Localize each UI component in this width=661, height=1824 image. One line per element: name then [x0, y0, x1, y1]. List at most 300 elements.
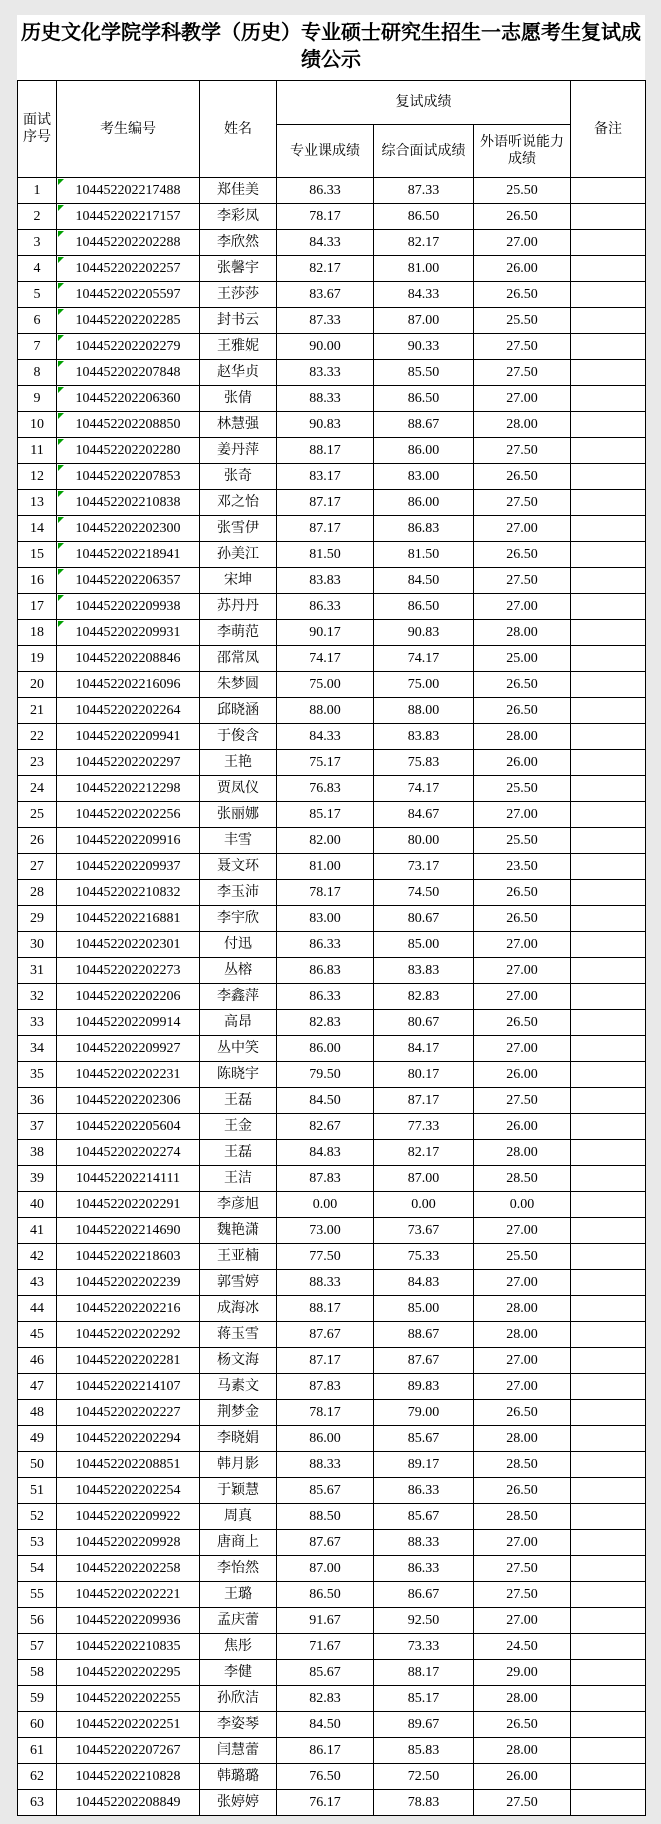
text-format-flag-icon: [58, 231, 64, 237]
interview-score-cell: 90.83: [374, 620, 474, 646]
interview-no-cell: 55: [18, 1582, 57, 1608]
candidate-no-cell: 104452202210828: [57, 1764, 200, 1790]
header-comprehensive-interview-score: 综合面试成绩: [374, 125, 474, 178]
table-row: [18, 1426, 646, 1452]
name-cell: 王金: [200, 1114, 277, 1140]
interview-no-cell: 46: [18, 1348, 57, 1374]
name-cell: 宋坤: [200, 568, 277, 594]
remarks-cell: [571, 1452, 646, 1478]
remarks-cell: [571, 360, 646, 386]
interview-score-cell: 78.83: [374, 1790, 474, 1816]
candidate-no-cell: 104452202216096: [57, 672, 200, 698]
interview-no-cell: 43: [18, 1270, 57, 1296]
prof-score-cell: 82.17: [277, 256, 374, 282]
name-cell: 周真: [200, 1504, 277, 1530]
table-row: [18, 958, 646, 984]
table-row: [18, 1660, 646, 1686]
candidate-no-cell: 104452202208851: [57, 1452, 200, 1478]
remarks-cell: [571, 1296, 646, 1322]
candidate-no-cell: 104452202202294: [57, 1426, 200, 1452]
foreign-score-cell: 27.50: [474, 1790, 571, 1816]
foreign-score-cell: 26.50: [474, 906, 571, 932]
name-cell: 李宇欣: [200, 906, 277, 932]
prof-score-cell: 77.50: [277, 1244, 374, 1270]
prof-score-cell: 86.00: [277, 1426, 374, 1452]
remarks-cell: [571, 516, 646, 542]
prof-score-cell: 90.83: [277, 412, 374, 438]
foreign-score-cell: 28.50: [474, 1166, 571, 1192]
candidate-no-cell: 104452202202273: [57, 958, 200, 984]
remarks-cell: [571, 724, 646, 750]
interview-no-cell: 16: [18, 568, 57, 594]
prof-score-cell: 88.50: [277, 1504, 374, 1530]
name-cell: 丰雪: [200, 828, 277, 854]
interview-no-cell: 24: [18, 776, 57, 802]
table-row: [18, 802, 646, 828]
remarks-cell: [571, 464, 646, 490]
candidate-no-cell: 104452202202264: [57, 698, 200, 724]
remarks-cell: [571, 1010, 646, 1036]
candidate-no-cell: 104452202202255: [57, 1686, 200, 1712]
remarks-cell: [571, 1790, 646, 1816]
foreign-score-cell: 27.00: [474, 932, 571, 958]
foreign-score-cell: 27.00: [474, 984, 571, 1010]
prof-score-cell: 85.67: [277, 1660, 374, 1686]
candidate-no-cell: 104452202218941: [57, 542, 200, 568]
name-cell: 郑佳美: [200, 178, 277, 204]
prof-score-cell: 71.67: [277, 1634, 374, 1660]
foreign-score-cell: 26.00: [474, 750, 571, 776]
interview-score-cell: 86.00: [374, 438, 474, 464]
table-row: [18, 282, 646, 308]
candidate-no-cell: 104452202202221: [57, 1582, 200, 1608]
table-row: [18, 490, 646, 516]
interview-no-cell: 7: [18, 334, 57, 360]
name-cell: 贾凤仪: [200, 776, 277, 802]
candidate-no-cell: 104452202218603: [57, 1244, 200, 1270]
name-cell: 王磊: [200, 1088, 277, 1114]
remarks-cell: [571, 1400, 646, 1426]
table-row: [18, 1192, 646, 1218]
candidate-no-cell: 104452202206360: [57, 386, 200, 412]
remarks-cell: [571, 1504, 646, 1530]
interview-score-cell: 88.67: [374, 1322, 474, 1348]
interview-no-cell: 22: [18, 724, 57, 750]
name-cell: 于颖慧: [200, 1478, 277, 1504]
prof-score-cell: 85.17: [277, 802, 374, 828]
interview-no-cell: 27: [18, 854, 57, 880]
foreign-score-cell: 27.50: [474, 1088, 571, 1114]
prof-score-cell: 86.00: [277, 1036, 374, 1062]
name-cell: 朱梦圆: [200, 672, 277, 698]
interview-score-cell: 74.17: [374, 646, 474, 672]
name-cell: 邓之怡: [200, 490, 277, 516]
interview-no-cell: 35: [18, 1062, 57, 1088]
foreign-score-cell: 26.50: [474, 282, 571, 308]
foreign-score-cell: 27.50: [474, 1556, 571, 1582]
interview-score-cell: 86.00: [374, 490, 474, 516]
interview-score-cell: 88.33: [374, 1530, 474, 1556]
table-row: [18, 776, 646, 802]
candidate-no-cell: 104452202202257: [57, 256, 200, 282]
remarks-cell: [571, 334, 646, 360]
table-row: [18, 516, 646, 542]
table-row: [18, 1140, 646, 1166]
interview-no-cell: 56: [18, 1608, 57, 1634]
interview-no-cell: 11: [18, 438, 57, 464]
remarks-cell: [571, 1244, 646, 1270]
prof-score-cell: 84.33: [277, 724, 374, 750]
table-row: [18, 1452, 646, 1478]
prof-score-cell: 87.17: [277, 1348, 374, 1374]
interview-score-cell: 80.67: [374, 906, 474, 932]
table-row: [18, 750, 646, 776]
name-cell: 张馨宇: [200, 256, 277, 282]
remarks-cell: [571, 178, 646, 204]
interview-score-cell: 80.00: [374, 828, 474, 854]
foreign-score-cell: 26.50: [474, 1712, 571, 1738]
foreign-score-cell: 25.50: [474, 178, 571, 204]
prof-score-cell: 88.17: [277, 1296, 374, 1322]
table-row: [18, 1634, 646, 1660]
table-row: [18, 256, 646, 282]
interview-no-cell: 15: [18, 542, 57, 568]
table-row: [18, 1062, 646, 1088]
table-row: [18, 1686, 646, 1712]
interview-score-cell: 75.00: [374, 672, 474, 698]
name-cell: 陈晓宇: [200, 1062, 277, 1088]
foreign-score-cell: 27.00: [474, 1218, 571, 1244]
interview-score-cell: 85.67: [374, 1504, 474, 1530]
interview-no-cell: 59: [18, 1686, 57, 1712]
candidate-no-cell: 104452202209941: [57, 724, 200, 750]
interview-score-cell: 84.50: [374, 568, 474, 594]
prof-score-cell: 87.17: [277, 516, 374, 542]
interview-no-cell: 9: [18, 386, 57, 412]
interview-no-cell: 19: [18, 646, 57, 672]
interview-score-cell: 88.17: [374, 1660, 474, 1686]
prof-score-cell: 83.17: [277, 464, 374, 490]
text-format-flag-icon: [58, 283, 64, 289]
candidate-no-cell: 104452202202231: [57, 1062, 200, 1088]
foreign-score-cell: 26.50: [474, 880, 571, 906]
prof-score-cell: 76.17: [277, 1790, 374, 1816]
remarks-cell: [571, 1166, 646, 1192]
name-cell: 李鑫萍: [200, 984, 277, 1010]
prof-score-cell: 87.67: [277, 1530, 374, 1556]
table-row: [18, 1010, 646, 1036]
foreign-score-cell: 28.00: [474, 724, 571, 750]
text-format-flag-icon: [58, 387, 64, 393]
interview-no-cell: 40: [18, 1192, 57, 1218]
prof-score-cell: 79.50: [277, 1062, 374, 1088]
interview-no-cell: 33: [18, 1010, 57, 1036]
table-row: [18, 932, 646, 958]
remarks-cell: [571, 984, 646, 1010]
candidate-no-cell: 104452202202258: [57, 1556, 200, 1582]
interview-score-cell: 74.50: [374, 880, 474, 906]
candidate-no-cell: 104452202212298: [57, 776, 200, 802]
prof-score-cell: 83.33: [277, 360, 374, 386]
prof-score-cell: 87.33: [277, 308, 374, 334]
prof-score-cell: 88.17: [277, 438, 374, 464]
name-cell: 荆梦金: [200, 1400, 277, 1426]
text-format-flag-icon: [58, 179, 64, 185]
interview-score-cell: 92.50: [374, 1608, 474, 1634]
foreign-score-cell: 26.50: [474, 542, 571, 568]
candidate-no-cell: 104452202202280: [57, 438, 200, 464]
interview-no-cell: 17: [18, 594, 57, 620]
interview-score-cell: 85.00: [374, 932, 474, 958]
remarks-cell: [571, 1088, 646, 1114]
candidate-no-cell: 104452202210838: [57, 490, 200, 516]
table-row: [18, 672, 646, 698]
foreign-score-cell: 27.50: [474, 568, 571, 594]
foreign-score-cell: 0.00: [474, 1192, 571, 1218]
header-name: 姓名: [200, 81, 277, 178]
foreign-score-cell: 26.50: [474, 698, 571, 724]
table-row: [18, 1270, 646, 1296]
candidate-no-cell: 104452202209938: [57, 594, 200, 620]
prof-score-cell: 84.50: [277, 1088, 374, 1114]
candidate-no-cell: 104452202209922: [57, 1504, 200, 1530]
remarks-cell: [571, 802, 646, 828]
remarks-cell: [571, 1556, 646, 1582]
interview-no-cell: 37: [18, 1114, 57, 1140]
interview-score-cell: 84.33: [374, 282, 474, 308]
name-cell: 林慧强: [200, 412, 277, 438]
name-cell: 闫慧蕾: [200, 1738, 277, 1764]
interview-score-cell: 77.33: [374, 1114, 474, 1140]
remarks-cell: [571, 1764, 646, 1790]
table-row: [18, 386, 646, 412]
remarks-cell: [571, 230, 646, 256]
prof-score-cell: 90.00: [277, 334, 374, 360]
candidate-no-cell: 104452202217157: [57, 204, 200, 230]
table-row: [18, 906, 646, 932]
header-candidate-no: 考生编号: [57, 81, 200, 178]
candidate-no-cell: 104452202209916: [57, 828, 200, 854]
interview-no-cell: 44: [18, 1296, 57, 1322]
interview-score-cell: 86.33: [374, 1556, 474, 1582]
name-cell: 李彦旭: [200, 1192, 277, 1218]
name-cell: 李姿琴: [200, 1712, 277, 1738]
interview-no-cell: 25: [18, 802, 57, 828]
interview-score-cell: 85.00: [374, 1296, 474, 1322]
interview-no-cell: 21: [18, 698, 57, 724]
interview-score-cell: 90.33: [374, 334, 474, 360]
remarks-cell: [571, 1114, 646, 1140]
table-row: [18, 1608, 646, 1634]
name-cell: 李彩凤: [200, 204, 277, 230]
name-cell: 付迅: [200, 932, 277, 958]
foreign-score-cell: 28.00: [474, 620, 571, 646]
foreign-score-cell: 25.00: [474, 646, 571, 672]
table-row: [18, 308, 646, 334]
remarks-cell: [571, 1322, 646, 1348]
name-cell: 孙欣洁: [200, 1686, 277, 1712]
table-row: [18, 178, 646, 204]
name-cell: 姜丹萍: [200, 438, 277, 464]
announcement-document: [17, 15, 645, 1816]
foreign-score-cell: 26.50: [474, 464, 571, 490]
name-cell: 魏艳潇: [200, 1218, 277, 1244]
remarks-cell: [571, 880, 646, 906]
remarks-cell: [571, 1660, 646, 1686]
prof-score-cell: 86.33: [277, 984, 374, 1010]
header-interview-no: 面试序号: [18, 81, 57, 178]
foreign-score-cell: 25.50: [474, 308, 571, 334]
candidate-no-cell: 104452202207267: [57, 1738, 200, 1764]
prof-score-cell: 76.50: [277, 1764, 374, 1790]
name-cell: 李玉沛: [200, 880, 277, 906]
interview-no-cell: 45: [18, 1322, 57, 1348]
prof-score-cell: 82.83: [277, 1010, 374, 1036]
name-cell: 李怡然: [200, 1556, 277, 1582]
interview-no-cell: 2: [18, 204, 57, 230]
interview-no-cell: 20: [18, 672, 57, 698]
table-row: [18, 1738, 646, 1764]
interview-score-cell: 73.33: [374, 1634, 474, 1660]
interview-score-cell: 83.00: [374, 464, 474, 490]
table-row: [18, 1088, 646, 1114]
table-row: [18, 620, 646, 646]
name-cell: 王亚楠: [200, 1244, 277, 1270]
interview-no-cell: 30: [18, 932, 57, 958]
table-row: [18, 1036, 646, 1062]
interview-score-cell: 84.83: [374, 1270, 474, 1296]
interview-no-cell: 50: [18, 1452, 57, 1478]
table-row: [18, 1296, 646, 1322]
foreign-score-cell: 26.50: [474, 1478, 571, 1504]
interview-score-cell: 85.83: [374, 1738, 474, 1764]
interview-score-cell: 82.17: [374, 230, 474, 256]
foreign-score-cell: 27.00: [474, 594, 571, 620]
remarks-cell: [571, 1036, 646, 1062]
table-row: [18, 568, 646, 594]
foreign-score-cell: 26.00: [474, 1764, 571, 1790]
remarks-cell: [571, 568, 646, 594]
text-format-flag-icon: [58, 517, 64, 523]
name-cell: 李萌范: [200, 620, 277, 646]
prof-score-cell: 75.17: [277, 750, 374, 776]
interview-no-cell: 36: [18, 1088, 57, 1114]
name-cell: 张倩: [200, 386, 277, 412]
interview-no-cell: 12: [18, 464, 57, 490]
candidate-no-cell: 104452202202274: [57, 1140, 200, 1166]
candidate-no-cell: 104452202206357: [57, 568, 200, 594]
prof-score-cell: 83.00: [277, 906, 374, 932]
foreign-score-cell: 25.50: [474, 1244, 571, 1270]
candidate-no-cell: 104452202209937: [57, 854, 200, 880]
table-row: [18, 1166, 646, 1192]
prof-score-cell: 88.33: [277, 1452, 374, 1478]
name-cell: 李欣然: [200, 230, 277, 256]
text-format-flag-icon: [58, 361, 64, 367]
candidate-no-cell: 104452202202254: [57, 1478, 200, 1504]
interview-score-cell: 85.50: [374, 360, 474, 386]
table-row: [18, 1348, 646, 1374]
table-row: [18, 1530, 646, 1556]
table-row: [18, 646, 646, 672]
interview-no-cell: 29: [18, 906, 57, 932]
prof-score-cell: 78.17: [277, 880, 374, 906]
table-row: [18, 1478, 646, 1504]
interview-no-cell: 13: [18, 490, 57, 516]
name-cell: 丛榕: [200, 958, 277, 984]
candidate-no-cell: 104452202214107: [57, 1374, 200, 1400]
prof-score-cell: 76.83: [277, 776, 374, 802]
candidate-no-cell: 104452202202301: [57, 932, 200, 958]
prof-score-cell: 87.67: [277, 1322, 374, 1348]
prof-score-cell: 83.83: [277, 568, 374, 594]
remarks-cell: [571, 750, 646, 776]
table-row: [18, 1114, 646, 1140]
candidate-no-cell: 104452202202292: [57, 1322, 200, 1348]
foreign-score-cell: 27.00: [474, 1530, 571, 1556]
text-format-flag-icon: [58, 205, 64, 211]
remarks-cell: [571, 412, 646, 438]
table-row: [18, 412, 646, 438]
interview-score-cell: 75.33: [374, 1244, 474, 1270]
text-format-flag-icon: [58, 413, 64, 419]
name-cell: 聂文环: [200, 854, 277, 880]
remarks-cell: [571, 958, 646, 984]
foreign-score-cell: 28.00: [474, 1140, 571, 1166]
table-row: [18, 828, 646, 854]
remarks-cell: [571, 204, 646, 230]
foreign-score-cell: 27.00: [474, 802, 571, 828]
name-cell: 于俊含: [200, 724, 277, 750]
interview-score-cell: 87.33: [374, 178, 474, 204]
remarks-cell: [571, 1374, 646, 1400]
remarks-cell: [571, 672, 646, 698]
candidate-no-cell: 104452202202306: [57, 1088, 200, 1114]
foreign-score-cell: 27.50: [474, 360, 571, 386]
name-cell: 唐商上: [200, 1530, 277, 1556]
text-format-flag-icon: [58, 621, 64, 627]
foreign-score-cell: 27.00: [474, 1374, 571, 1400]
interview-no-cell: 34: [18, 1036, 57, 1062]
name-cell: 邱晓涵: [200, 698, 277, 724]
interview-score-cell: 88.00: [374, 698, 474, 724]
candidate-no-cell: 104452202202297: [57, 750, 200, 776]
foreign-score-cell: 26.50: [474, 204, 571, 230]
interview-score-cell: 89.67: [374, 1712, 474, 1738]
remarks-cell: [571, 1140, 646, 1166]
name-cell: 张丽娜: [200, 802, 277, 828]
foreign-score-cell: 25.50: [474, 828, 571, 854]
interview-score-cell: 86.67: [374, 1582, 474, 1608]
table-row: [18, 1556, 646, 1582]
candidate-no-cell: 104452202202251: [57, 1712, 200, 1738]
remarks-cell: [571, 1738, 646, 1764]
interview-score-cell: 81.00: [374, 256, 474, 282]
prof-score-cell: 74.17: [277, 646, 374, 672]
remarks-cell: [571, 1218, 646, 1244]
interview-score-cell: 82.83: [374, 984, 474, 1010]
name-cell: 韩月影: [200, 1452, 277, 1478]
table-row: [18, 854, 646, 880]
prof-score-cell: 87.17: [277, 490, 374, 516]
interview-score-cell: 83.83: [374, 958, 474, 984]
foreign-score-cell: 27.00: [474, 230, 571, 256]
interview-score-cell: 0.00: [374, 1192, 474, 1218]
table-row: [18, 1218, 646, 1244]
foreign-score-cell: 27.00: [474, 516, 571, 542]
text-format-flag-icon: [58, 439, 64, 445]
text-format-flag-icon: [58, 491, 64, 497]
